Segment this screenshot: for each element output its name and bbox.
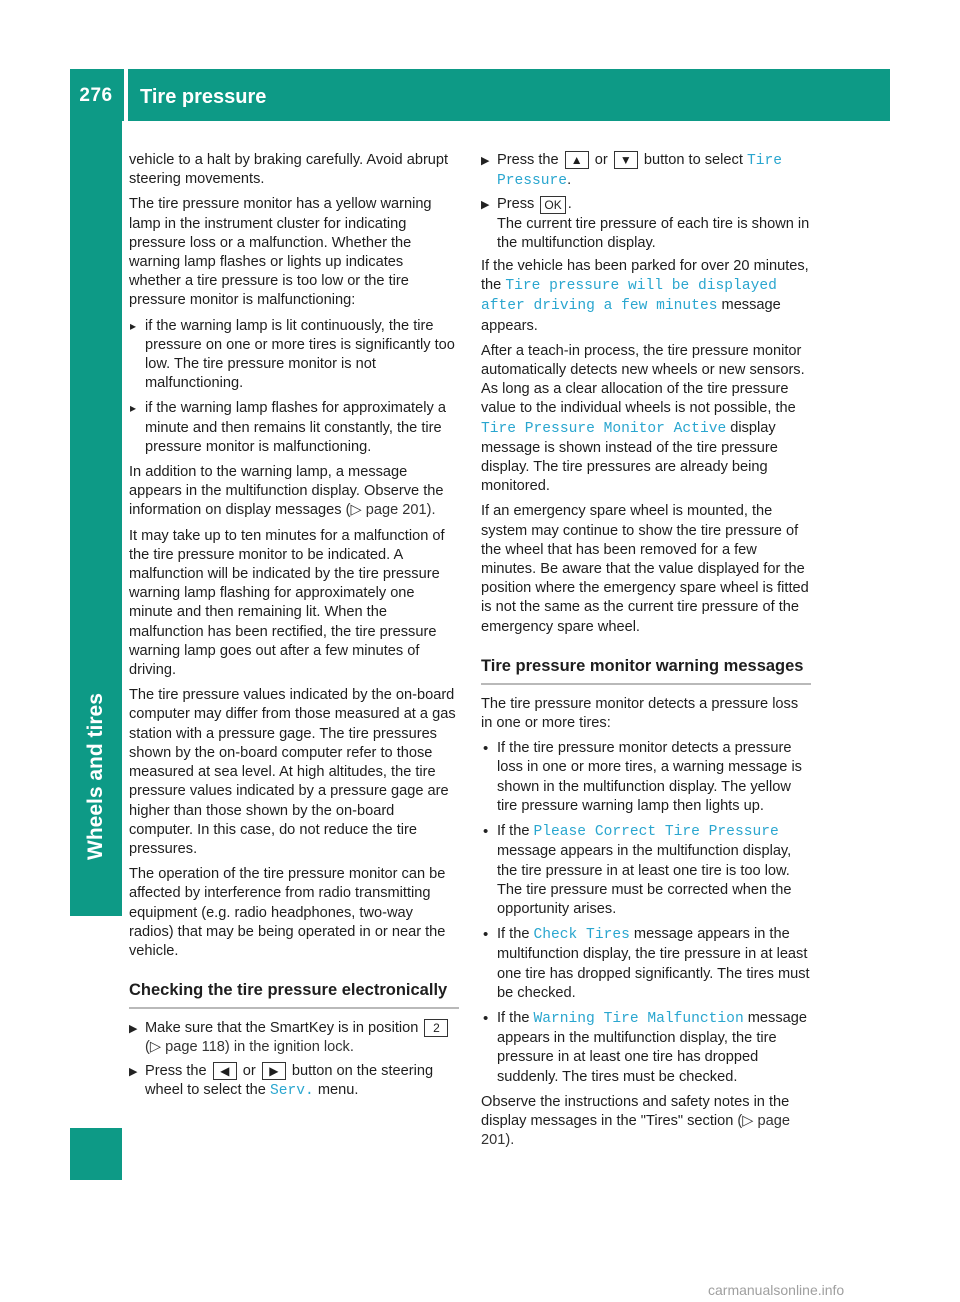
display-text: Tire Pressure Monitor Active xyxy=(481,420,727,437)
section-heading: Checking the tire pressure electronically xyxy=(129,979,459,1009)
list-text: If the xyxy=(497,926,530,943)
list-text: message appears in the multifunction display, the tire pressure in at least one tire has dropped suddenly. The tires must be checked. xyxy=(497,1009,807,1085)
up-arrow-button-icon: ▲ xyxy=(565,151,589,169)
paragraph: It may take up to ten minutes for a malfunction of the tire pressure monitor to be indicated. A malfunction will be indicated by the tire pressure warning lamp flashing for approximately one minute and then remaining lit. When the malfunction has been rectified, the tire pressure warning lamp goes out after a few minutes of driving. xyxy=(129,527,445,679)
step-text: . xyxy=(567,172,572,189)
footer-watermark: carmanualsonline.info xyxy=(708,1282,845,1298)
paragraph-text: display message is shown instead of the tire pressure display. The tire pressures are already being monitored. xyxy=(481,419,778,495)
page-title: Tire pressure xyxy=(140,86,267,108)
step-text: button to select xyxy=(643,152,743,168)
display-text: Serv. xyxy=(269,1082,314,1099)
paragraph-text: In addition to the warning lamp, a message appears in the multifunction display. Observe the information on display messages xyxy=(129,464,444,519)
paragraph: The tire pressure monitor has a yellow warning lamp in the instrument cluster for indicating pressure loss or a malfunction. Whether the warning lamp flashes or lights up indicates whether a tire pressure is too low or the tire pressure monitor is malfunctioning: xyxy=(129,196,432,309)
paragraph: If an emergency spare wheel is mounted, the system may continue to show the tire pressure of the wheel that has been removed for a few minutes. Be aware that the value displayed for the position where the emergency spare wheel is fitted is not the same as the current tire pressure of the emergency spare wheel. xyxy=(481,503,809,635)
left-column xyxy=(129,151,459,1105)
paragraph-text: message appears. xyxy=(481,297,781,334)
paragraph: The tire pressure monitor detects a pressure loss in one or more tires: xyxy=(481,695,799,732)
section-heading: Tire pressure monitor warning messages xyxy=(481,655,811,685)
step-text: or xyxy=(594,152,608,168)
list-item: ▸ if the warning lamp is lit continuously, the tire pressure on one or more tires is significantly too low. The tire pressure monitor is not malfunctioning. xyxy=(129,317,459,394)
down-arrow-button-icon: ▼ xyxy=(614,151,638,169)
header-divider xyxy=(124,69,128,121)
paragraph-text: After a teach-in process, the tire pressure monitor automatically detects new wheels or new sensors. As long as a clear allocation of the tire pressure value to the individual wheels is not possible, the xyxy=(481,342,805,417)
chapter-marker xyxy=(70,1128,122,1180)
step-item xyxy=(481,195,811,253)
step-text: menu. xyxy=(317,1081,359,1098)
list-text: If the xyxy=(497,823,530,840)
paragraph xyxy=(481,257,811,336)
step-text: Press xyxy=(497,196,535,213)
step-text: Make sure that the SmartKey is in position xyxy=(145,1020,419,1037)
step-text: button on the steering wheel to select the xyxy=(145,1062,434,1098)
list-text: message appears in the multifunction display, the tire pressure in at least one tire has dropped significantly. The tires must be checked. xyxy=(497,926,810,1001)
step-result: The current tire pressure of each tire is shown in the multifunction display. xyxy=(497,215,810,251)
display-text: Tire pressure will be displayed after driving a few minutes xyxy=(481,278,777,315)
list-item xyxy=(481,822,811,919)
paragraph-text: Observe the instructions and safety notes in the display messages in the "Tires" section xyxy=(481,1093,790,1129)
key-position-icon: 2 xyxy=(424,1019,448,1037)
list-item: ▸ if the warning lamp flashes for approximately a minute and then remains lit constantly, the tire pressure monitor is malfunctioning. xyxy=(129,399,459,457)
display-text: Tire Pressure xyxy=(497,153,782,190)
list-item: • If the tire pressure monitor detects a pressure loss in one or more tires, a warning message is shown in the multifunction display. The yellow tire pressure warning lamp then lights up. xyxy=(481,739,811,816)
step-item xyxy=(129,1019,459,1057)
ok-button-icon: OK xyxy=(540,196,565,214)
page-reference-link[interactable]: (▷ page 201). xyxy=(345,502,436,519)
page-number: 276 xyxy=(79,85,113,106)
step-item xyxy=(129,1062,459,1101)
step-item xyxy=(481,151,811,191)
step-text: or xyxy=(242,1062,256,1079)
paragraph-text: If the vehicle has been parked for over 20 minutes, the xyxy=(481,258,809,294)
page-reference-link[interactable]: (▷ page 201). xyxy=(481,1112,791,1149)
paragraph: vehicle to a halt by braking carefully. Avoid abrupt steering movements. xyxy=(129,152,449,188)
step-text: Press the xyxy=(497,152,559,168)
list-text: If the xyxy=(497,1009,530,1026)
step-text: . xyxy=(567,196,572,213)
paragraph xyxy=(481,1093,811,1151)
left-arrow-button-icon: ◀ xyxy=(213,1062,237,1080)
paragraph xyxy=(129,463,459,521)
paragraph: The tire pressure values indicated by the on-board computer may differ from those measured at a gas station with a pressure gage. The tire pressures shown by the on-board computer refer to those measured at sea level. At high altitudes, the tire pressure values indicated by a pressure gage are higher than those shown by the on-board computer. In this case, do not reduce the tire pressures. xyxy=(129,687,456,857)
paragraph xyxy=(481,342,811,497)
paragraph: The operation of the tire pressure monitor can be affected by interference from radio transmitting equipment (e.g. radio headphones, two-way radios) that may be being operated in or near the vehicle. xyxy=(129,866,446,959)
list-text: message appears in the multifunction display, the tire pressure in at least one tire is too low. The tire pressure must be corrected when the opportunity arises. xyxy=(497,843,792,917)
chapter-label xyxy=(76,693,116,900)
list-item xyxy=(481,925,811,1003)
list-item xyxy=(481,1009,811,1087)
display-text: Please Correct Tire Pressure xyxy=(533,824,779,841)
step-text: Press the xyxy=(145,1062,207,1079)
page-reference-link[interactable]: (▷ page 118) in the ignition lock. xyxy=(145,1039,354,1056)
display-text: Check Tires xyxy=(533,927,630,944)
right-arrow-button-icon: ▶ xyxy=(262,1062,286,1080)
right-column xyxy=(481,151,811,1156)
chapter-label-text: Wheels and tires xyxy=(84,693,107,860)
display-text: Warning Tire Malfunction xyxy=(533,1010,744,1027)
